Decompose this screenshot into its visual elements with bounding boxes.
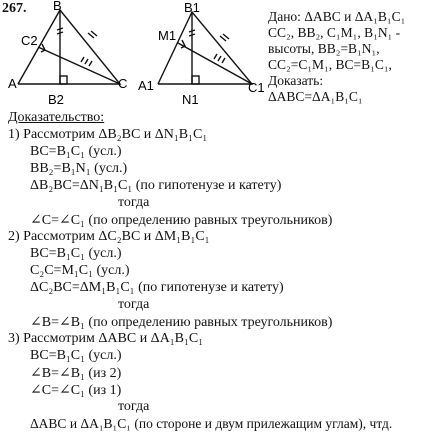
vertex-b1-label: B1 (184, 0, 200, 15)
triangle-abc-figure (8, 0, 128, 110)
proof-line: BC=B₁C₁ (усл.) (30, 246, 122, 261)
foot-c2-label: C2 (21, 33, 38, 48)
proof-line: тогда (118, 297, 150, 312)
proof-line: ΔC₂BC=ΔM₁B₁C₁ (по гипотенузе и катету) (30, 280, 284, 295)
proof-title: Доказательство: (8, 110, 105, 125)
vertex-b-label: B (53, 0, 62, 13)
proof-line: ΔB₂BC=ΔN₁B₁C₁ (по гипотенузе и катету) (30, 178, 282, 193)
proof-line: BB₂=B₁N₁ (усл.) (30, 161, 128, 176)
proof-line: ∠B=∠B₁ (по определению равных треугольников) (30, 315, 333, 330)
proof-line: 1) Рассмотрим ΔB₂BC и ΔN₁B₁C₁ (8, 127, 208, 142)
given-line-1: Дано: ΔABC и ΔA₁B₁C₁ (268, 9, 406, 24)
given-line-4: CC₂=C₁M₁, BC=B₁C₁, (268, 57, 392, 72)
proof-line: тогда (118, 195, 150, 210)
proof-line: ∠C=∠C₁ (из 1) (30, 383, 122, 398)
proof-line: тогда (118, 399, 150, 414)
given-line-3: высоты, BB₂=B₁N₁, (268, 41, 380, 56)
proof-line: ∠C=∠C₁ (по определению равных треугольников) (30, 213, 333, 228)
proof-line: 3) Рассмотрим ΔABC и ΔA₁B₁C₁ (8, 331, 204, 346)
foot-n1-label: N1 (182, 92, 199, 107)
vertex-a-label: A (8, 76, 17, 91)
foot-m1-label: M1 (158, 28, 177, 43)
problem-number: 267. (2, 1, 27, 16)
vertex-c1-label: C1 (248, 80, 265, 95)
proof-line: 2) Рассмотрим ΔC₂BC и ΔM₁B₁C₁ (8, 229, 210, 244)
given-line-5: Доказать: (268, 73, 324, 88)
proof-line: C₂C=M₁C₁ (усл.) (30, 263, 130, 278)
proof-line: ∠B=∠B₁ (из 2) (30, 366, 122, 381)
proof-line: ΔABC и ΔA₁B₁C₁ (по стороне и двум прилежащим углам), чтд. (30, 416, 393, 431)
proof-line: BC=B₁C₁ (усл.) (30, 348, 122, 363)
vertex-a1-label: A1 (138, 78, 154, 93)
proof-line: BC=B₁C₁ (усл.) (30, 144, 122, 159)
triangle-a1b1c1-figure (136, 0, 266, 110)
given-line-6: ΔABC=ΔA₁B₁C₁ (268, 89, 363, 104)
given-line-2: CC₂, BB₂, C₁M₁, B₁N₁ - (268, 25, 401, 40)
vertex-c-label: C (118, 76, 128, 91)
foot-b2-label: B2 (48, 92, 64, 107)
